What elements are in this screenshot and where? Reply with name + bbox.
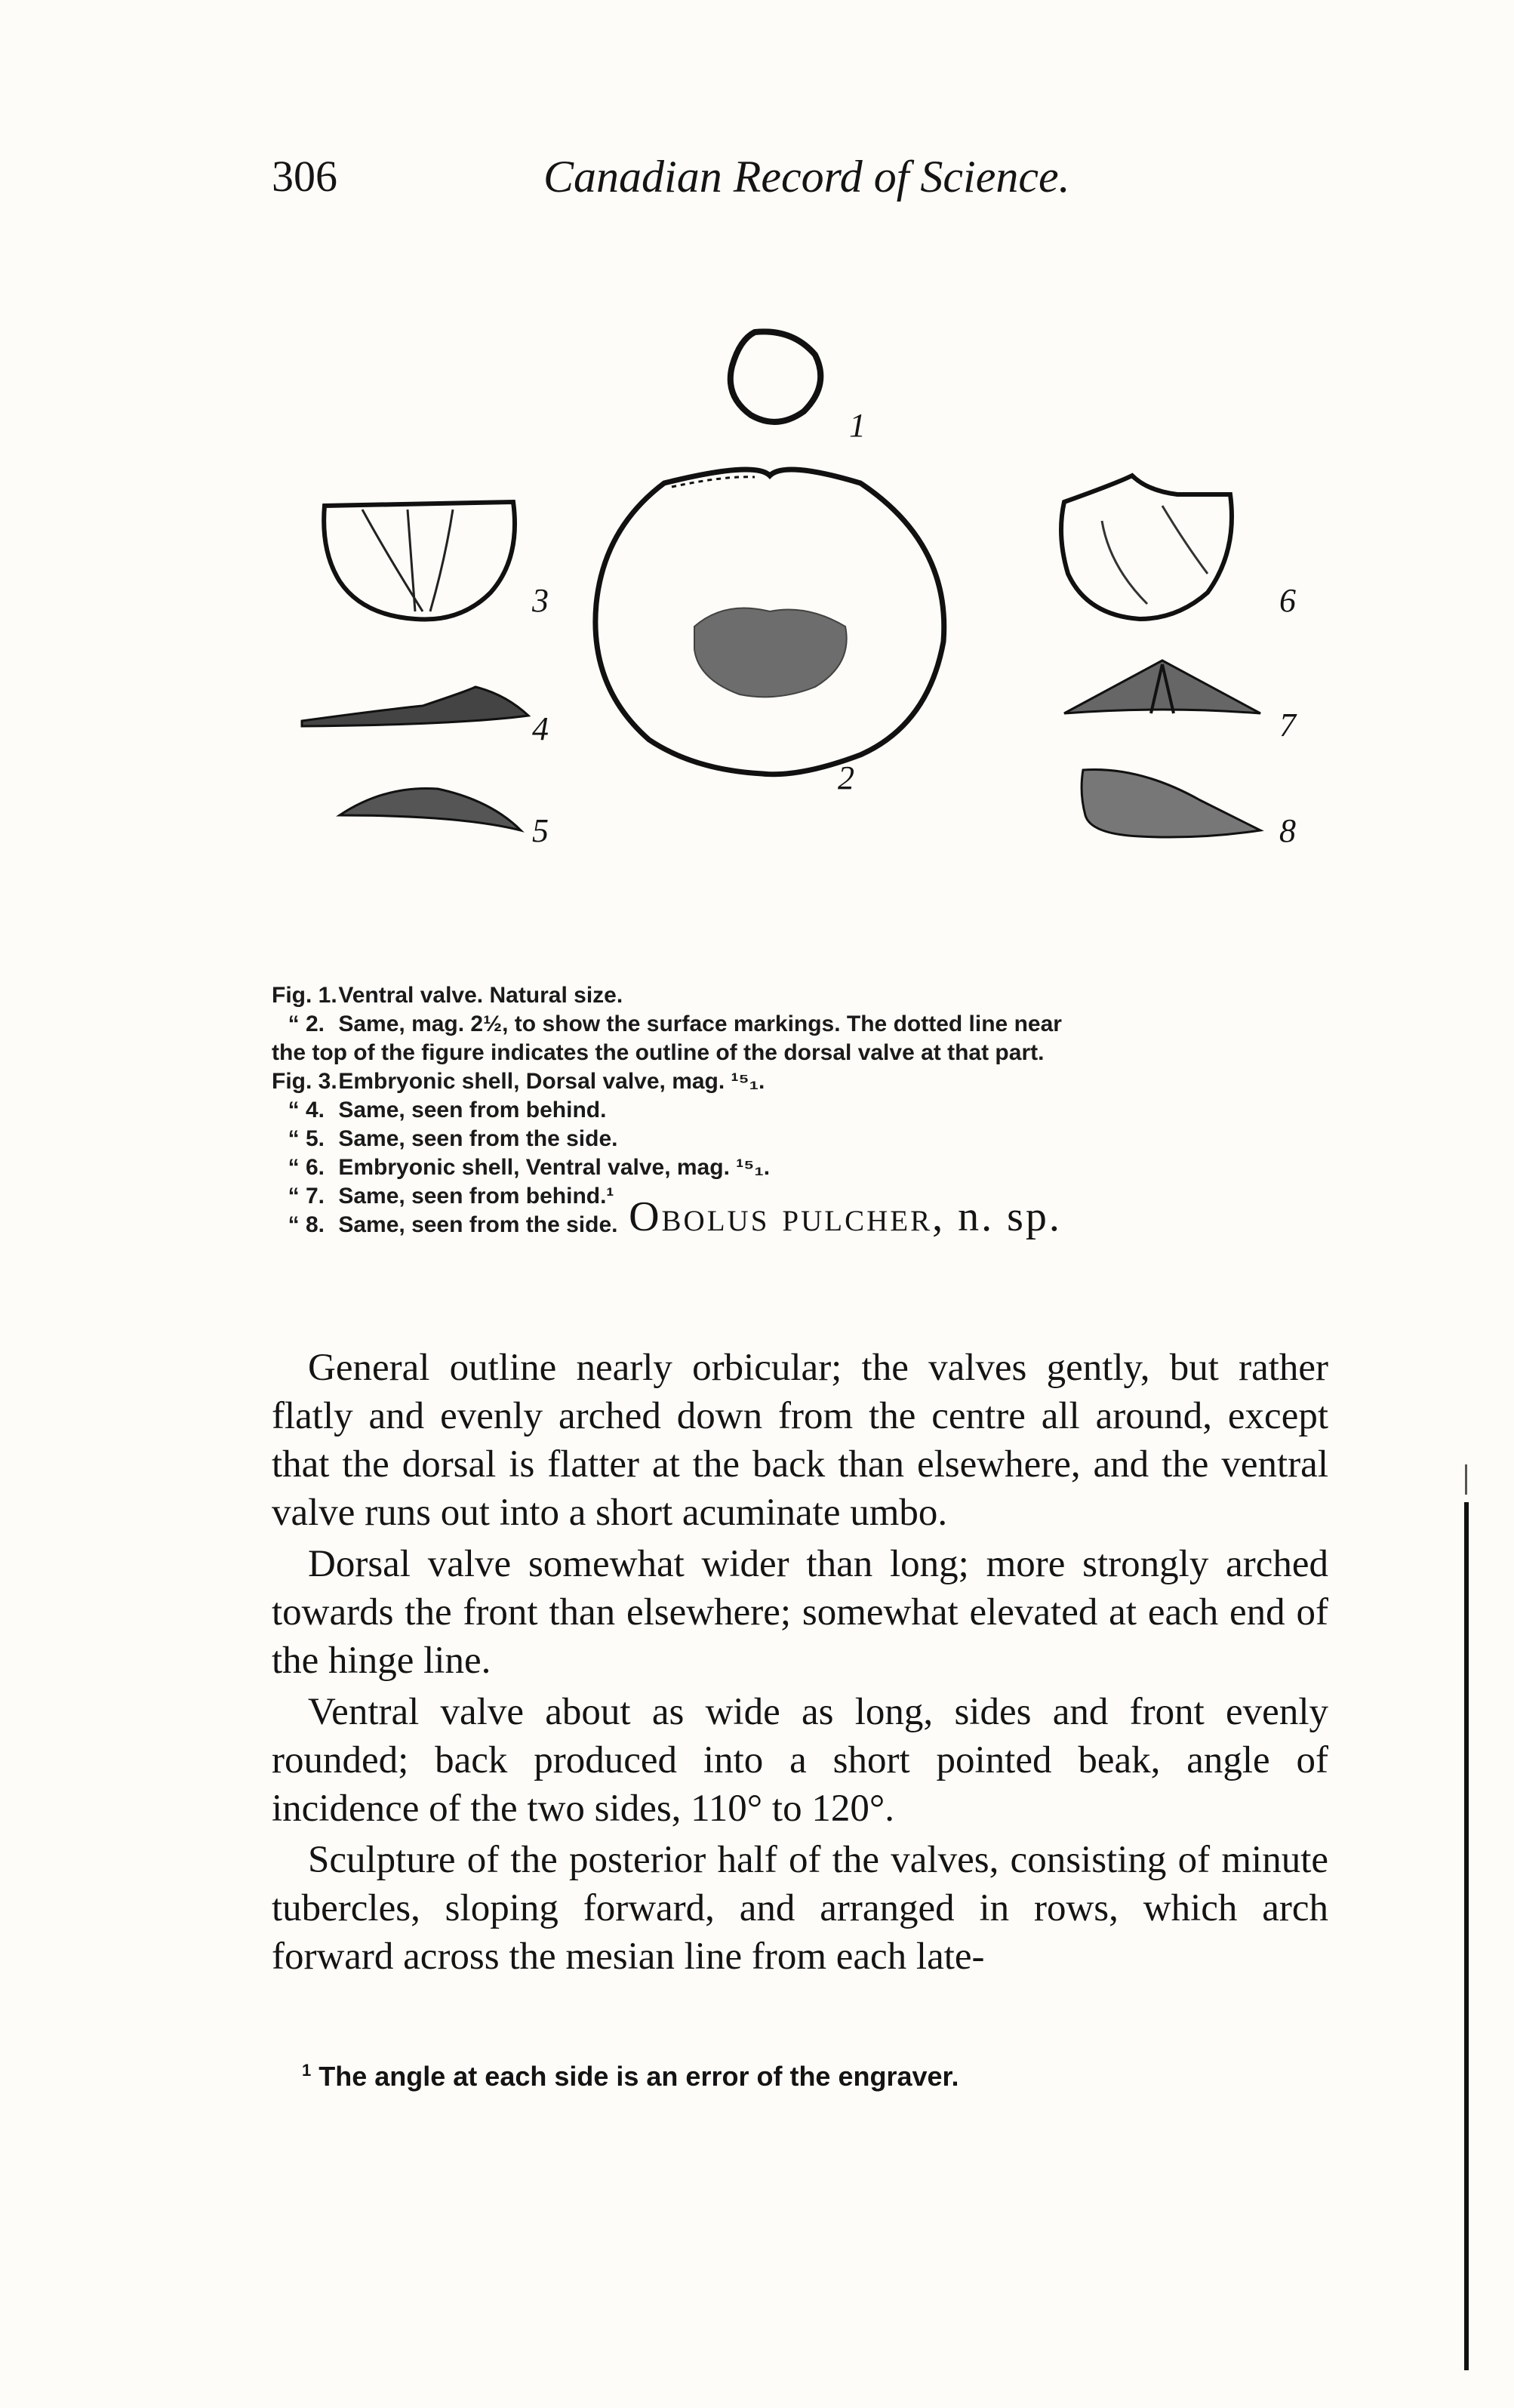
footnote (302, 2061, 1328, 2092)
figure-captions (272, 981, 1328, 1239)
fig-2-shell (595, 470, 944, 796)
fig-label-6: 6 (1279, 582, 1296, 619)
fig-6-ventral-valve (1061, 476, 1296, 619)
running-title: Canadian Record of Science. (543, 152, 1070, 202)
fig-label-3: 3 (532, 582, 549, 619)
page-number: 306 (272, 152, 337, 201)
caption-line: the top of the figure indicates the outline of the dorsal valve at that part. (272, 1040, 1045, 1065)
caption-line: “ 4. Same, seen from behind. (288, 1098, 607, 1122)
fig-8-side-view (1082, 770, 1296, 850)
fig-4-behind-view (302, 687, 549, 747)
paragraph: Dorsal valve somewhat wider than long; more strongly arched towards the front than elsewhere; somewhat elevated at each end of the hinge line. (272, 1543, 1328, 1682)
body-text (272, 1344, 1328, 1984)
caption-line: “ 5. Same, seen from the side. (288, 1126, 618, 1151)
page-header (272, 151, 1328, 219)
figure-drawings (272, 302, 1328, 966)
caption-line: Fig. 3. Embryonic shell, Dorsal valve, mag. ¹⁵₁. (272, 1069, 765, 1094)
footnote-mark: 1 (302, 2061, 312, 2080)
fig-label-2: 2 (838, 759, 854, 796)
paragraph: General outline nearly orbicular; the valves gently, but rather flatly and evenly arched down from the centre all around, except that the dorsal is flatter at the back than elsewhere, and the ventral valve runs out into a short acuminate umbo. (272, 1347, 1328, 1534)
fig-label-8: 8 (1279, 812, 1296, 849)
caption-line: Fig. 1. Ventral valve. Natural size. (272, 983, 623, 1008)
fig-5-side-view (340, 788, 549, 849)
scan-edge-mark (1465, 1464, 1467, 1495)
fig-label-4: 4 (532, 710, 549, 747)
fig-7-behind-view (1064, 661, 1297, 744)
paragraph: Ventral valve about as wide as long, sides and front evenly rounded; back produced into a short pointed beak, angle of incidence of the two sides, 110° to 120°. (272, 1691, 1328, 1830)
fig-3-dorsal-valve (324, 502, 549, 620)
caption-line: “ 2. Same, mag. 2½, to show the surface markings. The dotted line near (288, 1012, 1062, 1036)
fig-label-5: 5 (532, 812, 549, 849)
footnote-text: The angle at each side is an error of the engraver. (311, 2061, 959, 2092)
plate-title-species: Obolus pulcher, (629, 1193, 946, 1240)
plate-title-suffix: n. sp. (945, 1193, 1062, 1240)
fig-1-ventral-valve (731, 331, 866, 444)
caption-line: “ 8. Same, seen from the side. (288, 1212, 618, 1237)
caption-line: “ 6. Embryonic shell, Ventral valve, mag. ¹⁵₁. (288, 1155, 771, 1180)
paragraph: Sculpture of the posterior half of the valves, consisting of minute tubercles, sloping forward, and arranged in rows, which arch forward across the mesian line from each late- (272, 1839, 1328, 1978)
scan-edge-rule (1464, 1502, 1469, 2370)
fig-label-1: 1 (849, 407, 866, 444)
fig-label-7: 7 (1279, 707, 1296, 744)
caption-line: “ 7. Same, seen from behind.¹ (288, 1184, 614, 1209)
